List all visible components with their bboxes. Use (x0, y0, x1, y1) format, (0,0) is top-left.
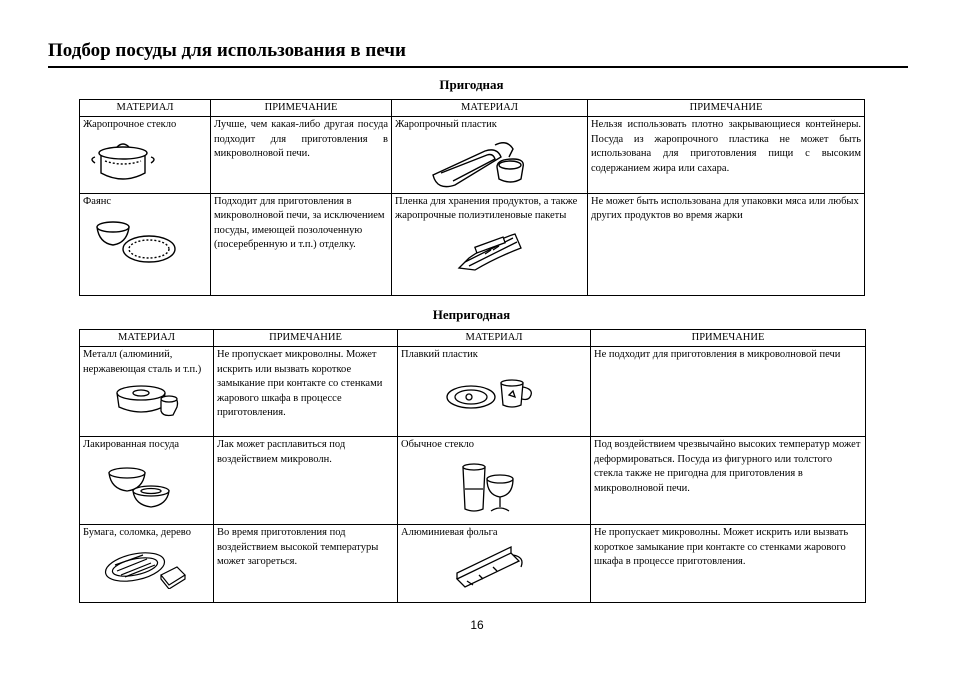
column-header-material: МАТЕРИАЛ (392, 100, 588, 117)
material-label: Бумага, соломка, дерево (83, 527, 191, 539)
note-cell: Под воздействием чрезвычайно высоких температур может деформироваться. Посуда из фигурного или толстого стекла также не пригодна для приготовления в микроволновой печи. (591, 437, 866, 525)
column-header-material: МАТЕРИАЛ (398, 330, 591, 347)
page-number: 16 (470, 618, 484, 632)
lacquered-bowls-icon (105, 461, 175, 509)
note-cell: Нельзя использовать плотно закрывающиеся контейнеры. Посуда из жаропрочного пластика не может быть использована для приготовления пищи с высоким содержанием жира или сахара. (588, 117, 865, 193)
material-cell (398, 437, 591, 525)
title-underline (48, 66, 908, 68)
table-row (80, 525, 866, 603)
table-header-row (80, 100, 865, 117)
material-label: Обычное стекло (401, 439, 475, 451)
column-header-note: ПРИМЕЧАНИЕ (588, 100, 865, 117)
material-label: Плавкий пластик (401, 349, 478, 361)
material-label: Лакированная посуда (83, 439, 180, 451)
material-cell (80, 117, 211, 193)
unsuitable-table (79, 329, 866, 603)
material-cell (392, 117, 588, 193)
material-cell (80, 525, 214, 603)
glassware-icon (457, 459, 517, 517)
unsuitable-heading: Непригодная (432, 307, 511, 322)
suitable-heading: Пригодная (439, 77, 504, 92)
metal-cookware-icon (111, 381, 181, 419)
note-cell: Лучше, чем какая-либо другая посуда подходит для приготовления в микроволновой печи. (211, 117, 392, 193)
suitable-table (79, 99, 865, 296)
material-cell (80, 347, 214, 437)
bowl-and-plate-icon (93, 213, 178, 268)
glass-casserole-icon (83, 137, 163, 187)
material-cell (398, 525, 591, 603)
plastic-plate-and-cup-icon (445, 373, 535, 413)
column-header-note: ПРИМЕЧАНИЕ (591, 330, 866, 347)
note-cell: Не пропускает микроволны. Может искрить или вызвать короткое замыкание при контакте со стенками жарового шкафа в процессе приготовления. (591, 525, 866, 603)
note-cell: Лак может расплавиться под воздействием микроволн. (214, 437, 398, 525)
plastic-containers-icon (425, 137, 525, 192)
plastic-wrap-icon (455, 228, 525, 273)
table-row (80, 437, 866, 525)
note-cell: Подходит для приготовления в микроволновой печи, за исключением посуды, имеющей позолоченную (посеребренную и т.п.) отделку. (211, 193, 392, 295)
material-label: Фаянс (83, 195, 112, 207)
material-cell (80, 437, 214, 525)
note-cell: Во время приготовления под воздействием высокой температуры может загореться. (214, 525, 398, 603)
material-label: Жаропрочное стекло (83, 119, 177, 131)
material-cell (392, 193, 588, 295)
material-label: Пленка для хранения продуктов, а также жаропрочные полиэтиленовые пакеты (395, 195, 578, 222)
note-cell: Не подходит для приготовления в микроволновой печи (591, 347, 866, 437)
column-header-material: МАТЕРИАЛ (80, 330, 214, 347)
column-header-note: ПРИМЕЧАНИЕ (214, 330, 398, 347)
table-row (80, 117, 865, 193)
material-label: Алюминиевая фольга (401, 527, 498, 539)
wicker-basket-icon (103, 545, 187, 589)
table-row (80, 193, 865, 295)
material-label: Металл (алюминий, нержавеющая сталь и т.п.) (83, 349, 202, 375)
table-header-row (80, 330, 866, 347)
column-header-material: МАТЕРИАЛ (80, 100, 211, 117)
note-cell: Не может быть использована для упаковки мяса или любых других продуктов во время жарки (588, 193, 865, 295)
material-cell (80, 193, 211, 295)
page-title: Подбор посуды для использования в печи (48, 40, 406, 61)
note-cell: Не пропускает микроволны. Может искрить или вызвать короткое замыкание при контакте со стенками жарового шкафа в процессе приготовления. (214, 347, 398, 437)
material-cell (398, 347, 591, 437)
foil-roll-icon (453, 545, 527, 589)
column-header-note: ПРИМЕЧАНИЕ (211, 100, 392, 117)
material-label: Жаропрочный пластик (395, 119, 497, 131)
table-row (80, 347, 866, 437)
